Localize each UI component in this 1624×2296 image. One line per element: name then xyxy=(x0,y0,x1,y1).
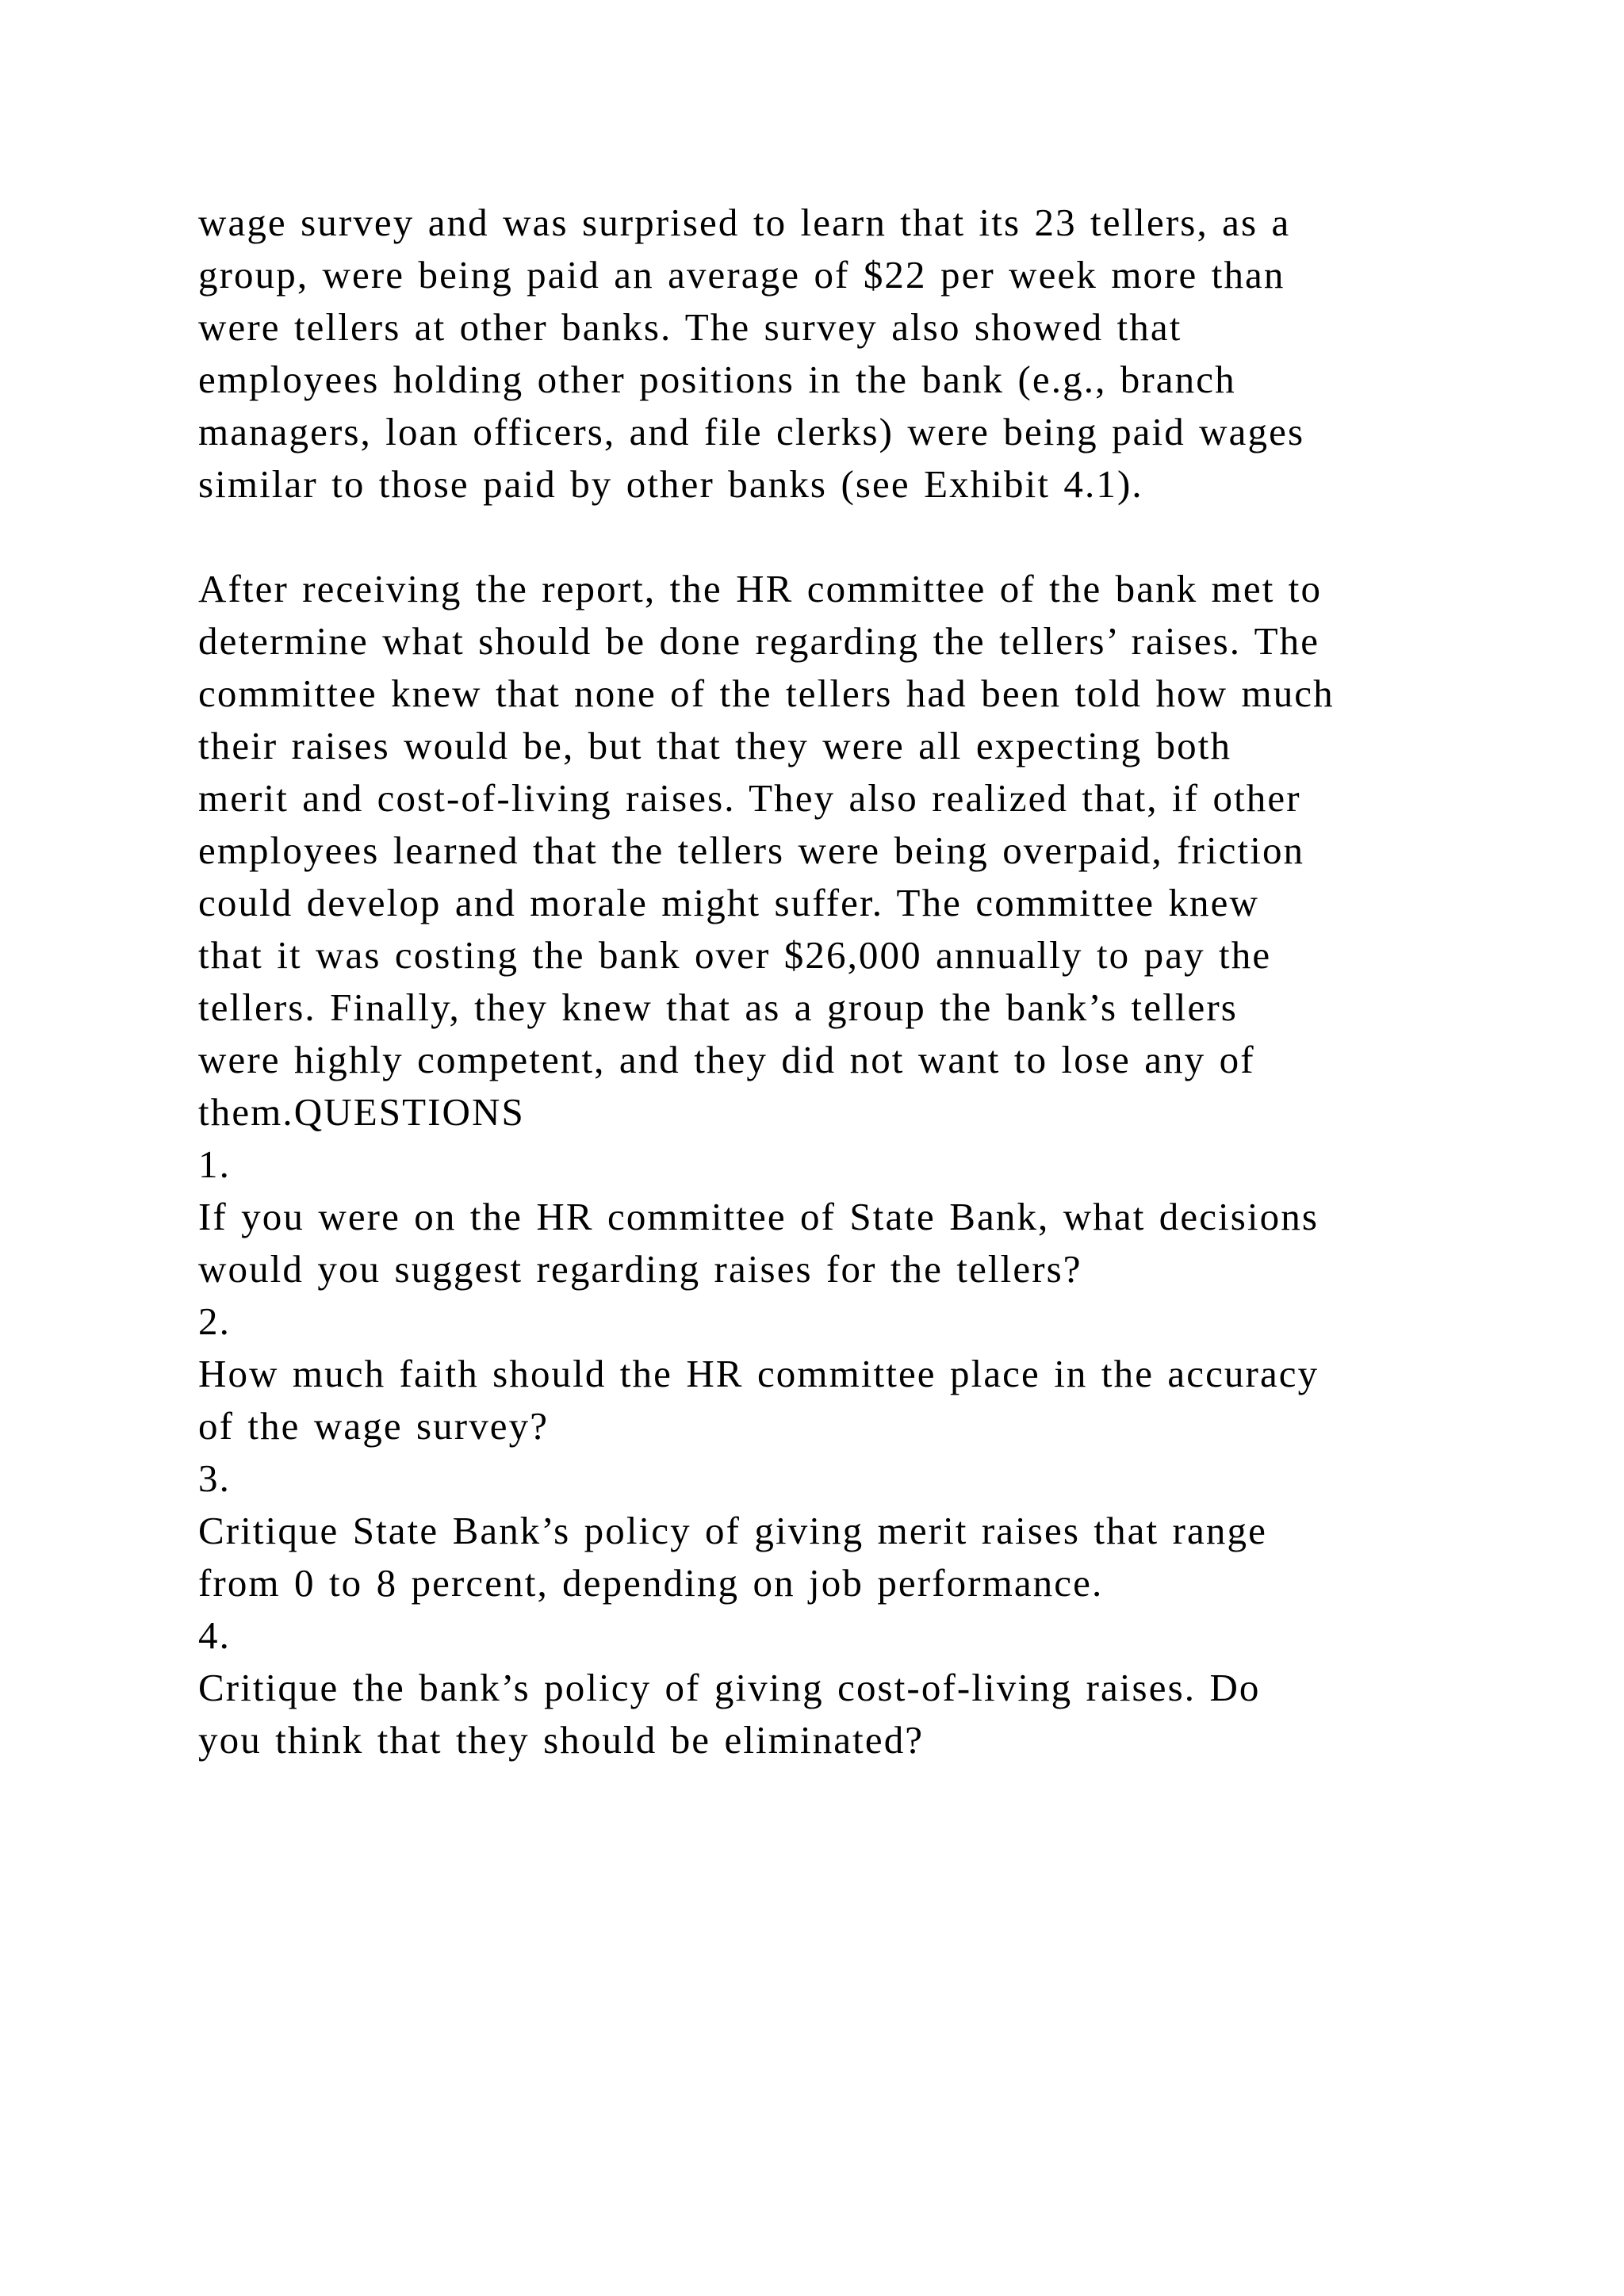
text-line: managers, loan officers, and file clerks) were being paid wages xyxy=(198,410,1305,453)
text-line: that it was costing the bank over $26,000 annually to pay the xyxy=(198,933,1272,977)
document-page xyxy=(198,197,1530,1766)
text-line: them.QUESTIONS xyxy=(198,1090,525,1134)
text-line: After receiving the report, the HR committee of the bank met to xyxy=(198,567,1323,610)
question-item xyxy=(198,1609,1530,1766)
question-text-line: How much faith should the HR committee place in the accuracy xyxy=(198,1352,1320,1395)
question-text-line: you think that they should be eliminated? xyxy=(198,1718,925,1762)
text-line: their raises would be, but that they were all expecting both xyxy=(198,724,1232,767)
question-number: 1. xyxy=(198,1142,231,1186)
text-line: tellers. Finally, they knew that as a group the bank’s tellers xyxy=(198,985,1238,1029)
text-line: were highly competent, and they did not want to lose any of xyxy=(198,1038,1255,1081)
text-line: merit and cost-of-living raises. They also realized that, if other xyxy=(198,776,1301,820)
question-number: 2. xyxy=(198,1299,231,1343)
text-line: employees learned that the tellers were being overpaid, friction xyxy=(198,828,1305,872)
text-line: similar to those paid by other banks (see Exhibit 4.1). xyxy=(198,462,1143,506)
question-text-line: would you suggest regarding raises for the tellers? xyxy=(198,1247,1082,1291)
questions-list xyxy=(198,1138,1530,1766)
question-number: 3. xyxy=(198,1456,231,1500)
question-text-line: of the wage survey? xyxy=(198,1404,550,1448)
paragraph-break xyxy=(198,511,1530,563)
question-text-line: If you were on the HR committee of State Bank, what decisions xyxy=(198,1195,1320,1238)
text-line: wage survey and was surprised to learn that its 23 tellers, as a xyxy=(198,201,1291,244)
paragraph-wage-survey xyxy=(198,197,1530,511)
question-item xyxy=(198,1452,1530,1609)
text-line: committee knew that none of the tellers had been told how much xyxy=(198,672,1335,715)
text-line: group, were being paid an average of $22 per week more than xyxy=(198,253,1285,297)
question-number: 4. xyxy=(198,1613,231,1657)
question-item xyxy=(198,1138,1530,1295)
question-text-line: from 0 to 8 percent, depending on job performance. xyxy=(198,1561,1104,1605)
question-text-line: Critique the bank’s policy of giving cost-of-living raises. Do xyxy=(198,1666,1261,1709)
text-line: were tellers at other banks. The survey also showed that xyxy=(198,305,1182,349)
text-line: determine what should be done regarding the tellers’ raises. The xyxy=(198,619,1320,663)
text-line: employees holding other positions in the bank (e.g., branch xyxy=(198,358,1236,401)
text-line: could develop and morale might suffer. The committee knew xyxy=(198,881,1259,924)
paragraph-hr-committee xyxy=(198,563,1530,1138)
question-item xyxy=(198,1295,1530,1452)
question-text-line: Critique State Bank’s policy of giving merit raises that range xyxy=(198,1509,1267,1552)
